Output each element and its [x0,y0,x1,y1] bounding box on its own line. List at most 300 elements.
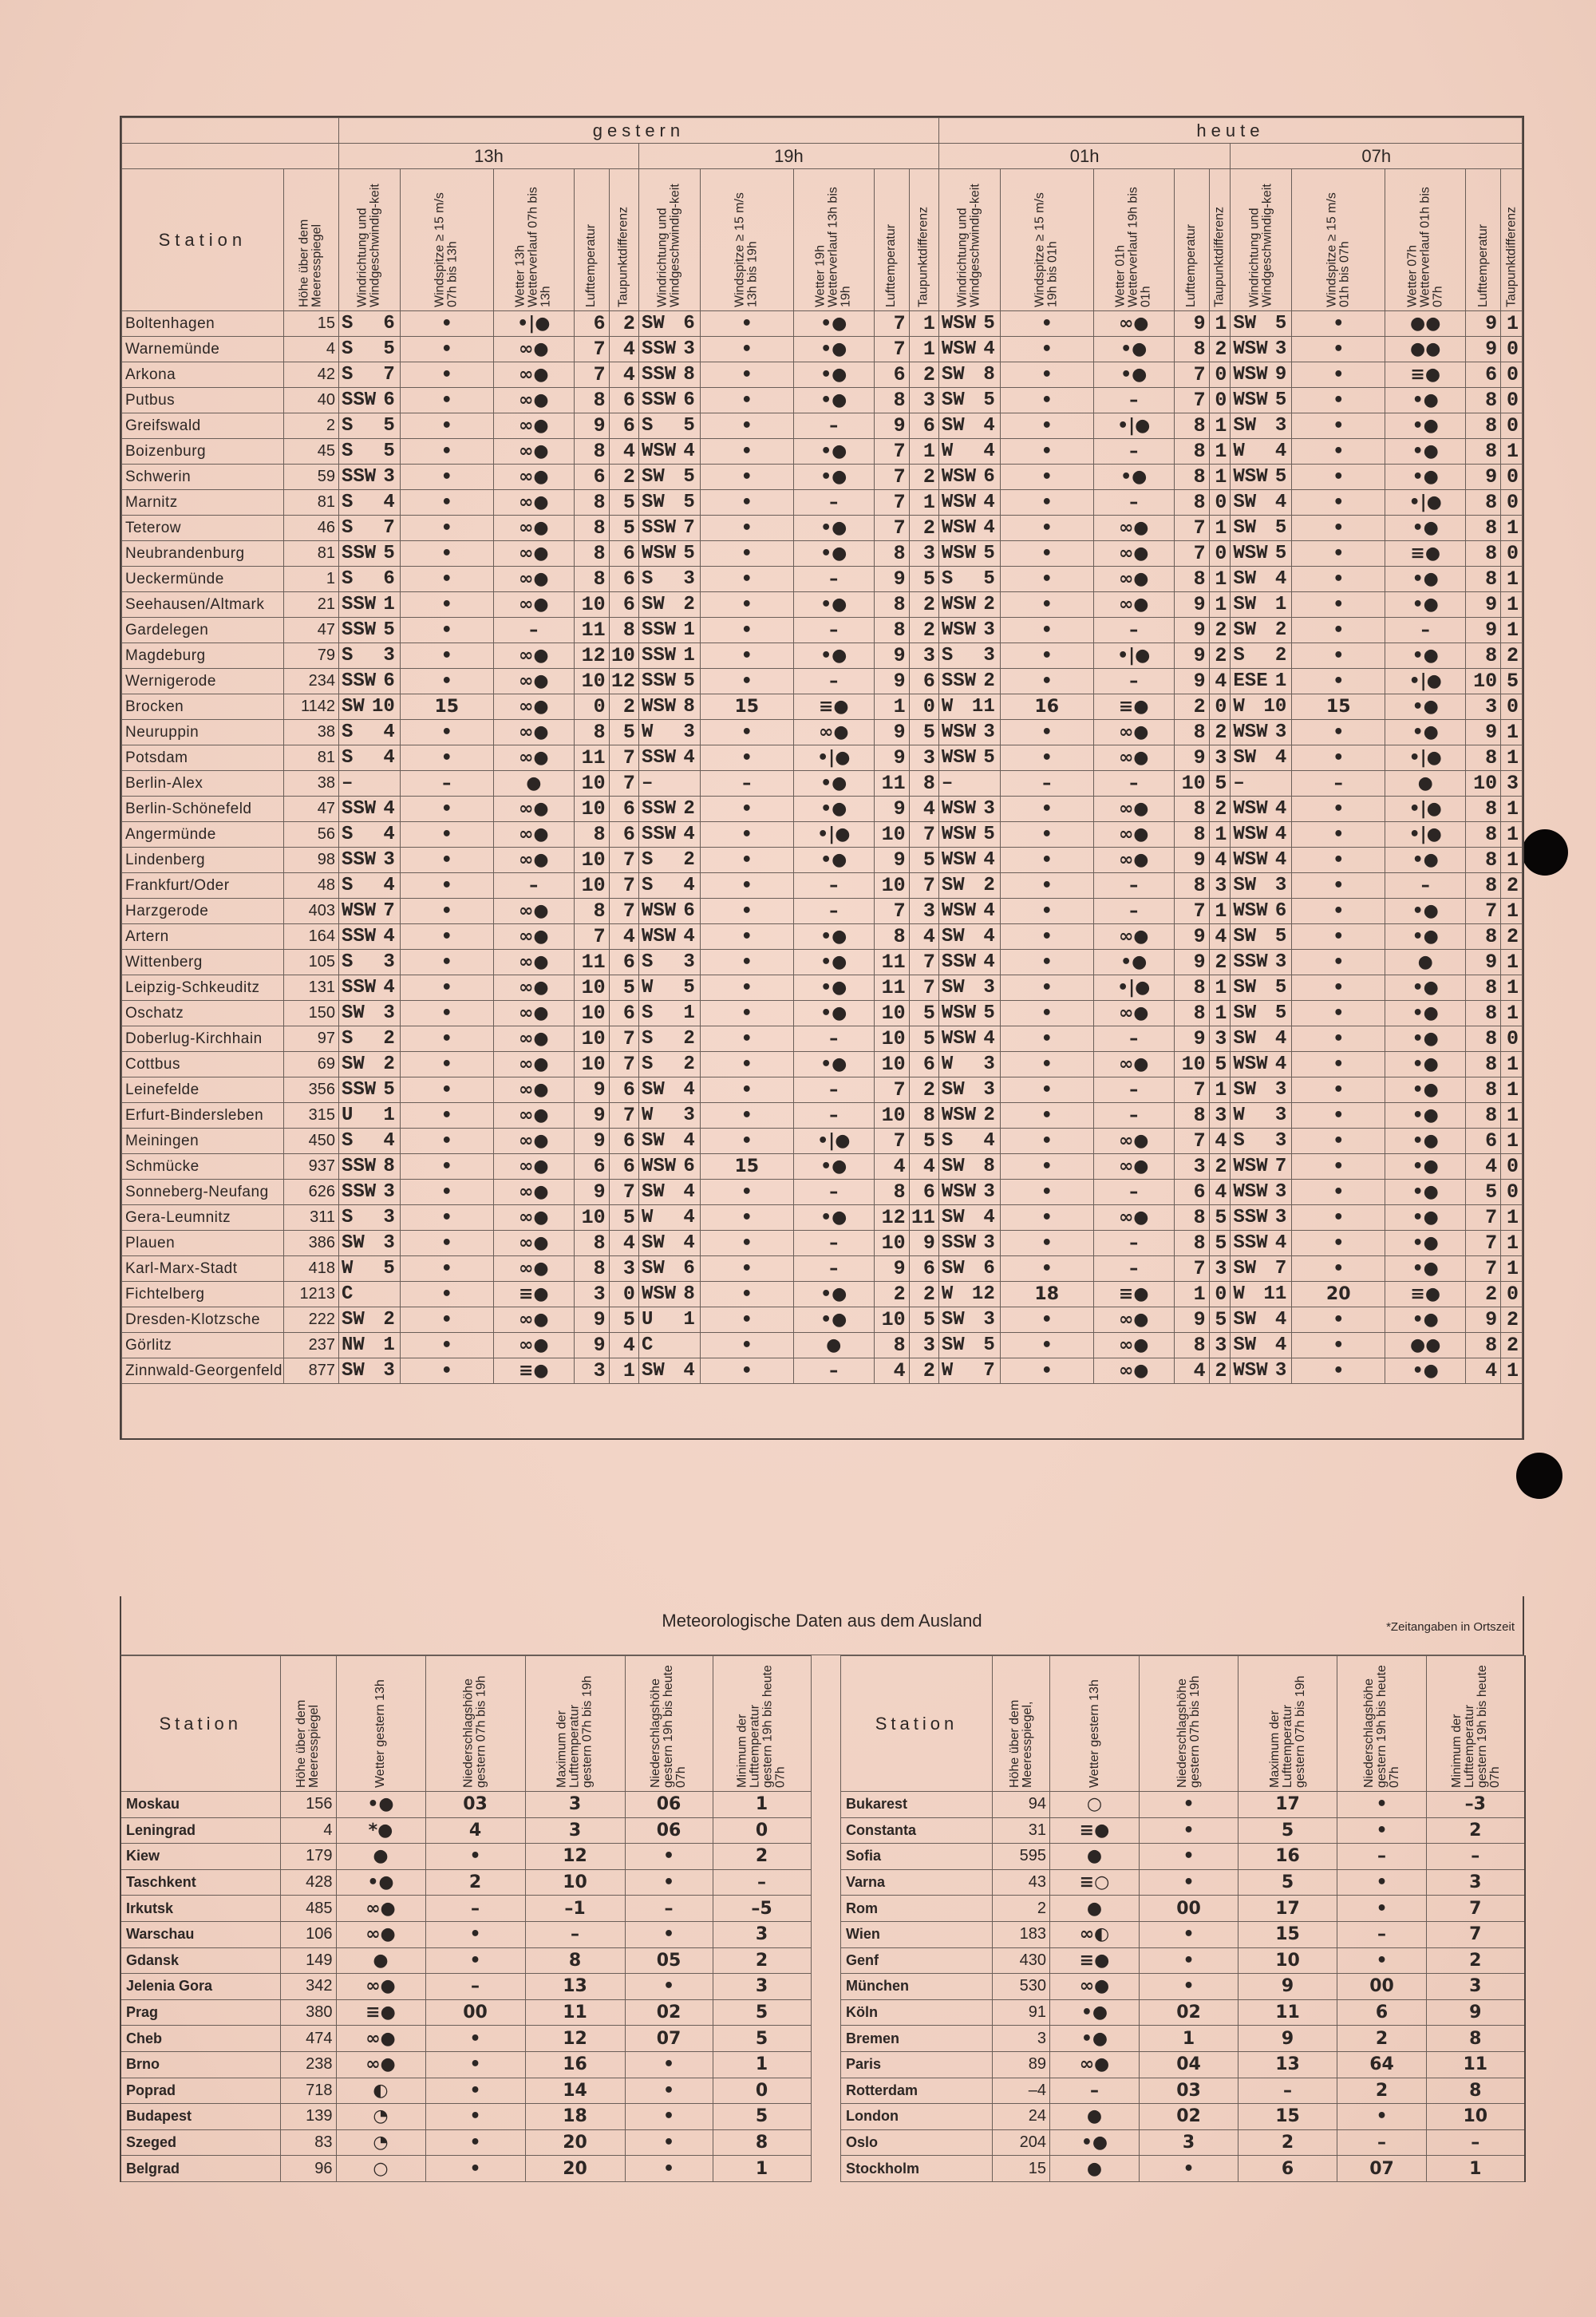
dewpoint-13: 6 [609,797,638,822]
wind-speed-19: 4 [683,1232,695,1254]
dewpoint-19: 2 [909,1358,938,1384]
weather-07: •● [1385,592,1466,618]
wind-dir-01: SW [941,1334,965,1356]
wind-speed-07: 4 [1274,1309,1287,1330]
station-height: 403 [283,899,338,924]
wind-dir-07: SW [1233,926,1257,947]
gust-07: • [1292,1026,1385,1052]
wind-speed-19: 4 [683,875,695,896]
weather-19: •● [793,1282,874,1307]
gust-01: • [1000,337,1093,362]
wind-speed-13: 5 [383,619,395,641]
wind-cell [338,643,400,669]
gust-01: 18 [1000,1282,1093,1307]
gust-07: • [1292,465,1385,490]
temp-01: 7 [1174,362,1209,388]
foreign-precip-day: 4 [425,1817,525,1844]
dewpoint-19: 3 [909,643,938,669]
wind-dir-07: SW [1233,1334,1257,1356]
temp-01: 6 [1174,1180,1209,1205]
temp-13: 10 [574,669,609,694]
wind-speed-19: 3 [683,722,695,743]
gust-19: • [700,337,793,362]
foreign-precip-day: 02 [1140,1999,1238,2026]
gust-13: • [400,413,493,439]
dewpoint-01: 1 [1209,1077,1231,1103]
dewpoint-01: 0 [1209,694,1231,720]
wind-dir-07: WSW [1233,543,1268,564]
weather-19: •● [793,1307,874,1333]
foreign-weather: •● [1050,1999,1140,2026]
temp-01: 8 [1174,439,1209,465]
station-name: Warnemünde [122,337,284,362]
wind-speed-13: 3 [383,1207,395,1228]
wind-dir-07: – [1233,773,1245,794]
foreign-weather: ● [1050,1896,1140,1922]
header-gestern: gestern [338,118,938,144]
weather-01: ∞● [1093,1205,1174,1231]
station-height: 98 [283,848,338,873]
foreign-precip-night: 64 [1337,2051,1427,2078]
foreign-min-temp: – [1427,1844,1525,1870]
gust-19: 15 [700,1154,793,1180]
foreign-station: Jelenia Gora [120,1974,280,2000]
wind-cell [338,362,400,388]
temp-13: 9 [574,1103,609,1129]
temp-19: 7 [874,337,909,362]
foreign-precip-day: • [425,2129,525,2156]
wind-cell [1231,643,1292,669]
weather-19: – [793,873,874,899]
dewpoint-01: 4 [1209,669,1231,694]
wind-cell [338,1205,400,1231]
gust-13: • [400,388,493,413]
table-row [120,2129,811,2156]
wind-cell [638,1180,700,1205]
wind-cell [638,1001,700,1026]
dewpoint-19: 5 [909,567,938,592]
wind-speed-19: 3 [683,951,695,973]
table-row [120,2078,811,2104]
temp-19: 9 [874,567,909,592]
wind-dir-07: SW [1233,875,1257,896]
weather-01: – [1093,1256,1174,1282]
wind-dir-19: WSW [641,696,677,718]
gust-01: • [1000,1256,1093,1282]
weather-01: ≡● [1093,694,1174,720]
weather-19: •● [793,924,874,950]
dewpoint-13: 4 [609,1231,638,1256]
wind-dir-19: SSW [641,517,677,539]
gust-07: • [1292,950,1385,975]
dewpoint-19: 3 [909,1333,938,1358]
wind-speed-19: 5 [683,543,695,564]
temp-19: 7 [874,899,909,924]
wind-cell [638,1231,700,1256]
foreign-max-temp: 12 [525,1844,625,1870]
wind-dir-07: SW [1233,1002,1257,1024]
foreign-station: Poprad [120,2078,280,2104]
station-height: 131 [283,975,338,1001]
table-row [122,413,1523,439]
temp-01: 1 [1174,1282,1209,1307]
wind-cell [1231,592,1292,618]
wind-speed-19: 4 [683,1130,695,1152]
gust-07: • [1292,490,1385,516]
wind-dir-19: C [641,1334,654,1356]
station-name: Schmücke [122,1154,284,1180]
wind-dir-01: WSW [941,1105,977,1126]
fcol-nied1-right: Niederschlagshöhe gestern 07h bis 19h [1140,1656,1238,1792]
dewpoint-19: 6 [909,1052,938,1077]
dewpoint-07: 2 [1501,1307,1523,1333]
dewpoint-19: 0 [909,694,938,720]
wind-cell [1231,1052,1292,1077]
gust-13: • [400,1052,493,1077]
station-name: Leipzig-Schkeuditz [122,975,284,1001]
wind-speed-13: 4 [383,926,395,947]
weather-13: ∞● [493,1205,574,1231]
temp-01: 7 [1174,1256,1209,1282]
gust-13: • [400,899,493,924]
dewpoint-13: 4 [609,924,638,950]
col-wetter-19: Wetter 19h Wetterverlauf 13h bis 19h [793,169,874,311]
gust-13: • [400,1001,493,1026]
wind-cell [938,1129,1000,1154]
wind-speed-19: 5 [683,670,695,692]
dewpoint-19: 2 [909,1077,938,1103]
gust-19: • [700,1282,793,1307]
gust-13: • [400,541,493,567]
weather-19: •● [793,362,874,388]
dewpoint-13: 7 [609,873,638,899]
wind-speed-01: 8 [983,364,995,386]
table-row [122,899,1523,924]
foreign-min-temp: 5 [713,1999,811,2026]
weather-19: – [793,1180,874,1205]
gust-01: • [1000,1307,1093,1333]
gust-07: • [1292,1180,1385,1205]
wind-dir-07: SW [1233,1028,1257,1050]
wind-cell [1231,1180,1292,1205]
wind-cell [938,771,1000,797]
foreign-height: 43 [993,1869,1050,1896]
foreign-min-temp: 0 [713,2078,811,2104]
dewpoint-13: 2 [609,694,638,720]
gust-13: • [400,1180,493,1205]
table-row [122,362,1523,388]
wind-speed-07: 4 [1274,849,1287,871]
wind-speed-01: 11 [971,696,995,718]
wind-cell [338,1129,400,1154]
station-name: Lindenberg [122,848,284,873]
foreign-max-temp: 16 [525,2051,625,2078]
header-01h: 01h [938,144,1231,169]
wind-dir-19: W [641,1207,654,1228]
temp-19: 9 [874,848,909,873]
table-row [120,1869,811,1896]
foreign-height: 89 [993,2051,1050,2078]
foreign-max-temp: 6 [1238,2156,1337,2182]
dewpoint-19: 8 [909,1103,938,1129]
temp-19: 10 [874,1001,909,1026]
wind-cell [638,899,700,924]
weather-07: •● [1385,694,1466,720]
table-row [122,694,1523,720]
weather-01: ∞● [1093,1052,1174,1077]
wind-cell [1231,1001,1292,1026]
wind-speed-07: 5 [1274,977,1287,998]
wind-cell [1231,337,1292,362]
header-heute: heute [938,118,1522,144]
gust-19: • [700,975,793,1001]
foreign-max-temp: 3 [525,1792,625,1818]
station-name: Wernigerode [122,669,284,694]
wind-speed-07: 3 [1274,415,1287,437]
temp-19: 10 [874,1026,909,1052]
foreign-max-temp: 11 [1238,1999,1337,2026]
temp-13: 8 [574,490,609,516]
temp-19: 8 [874,1333,909,1358]
wind-dir-01: W [941,441,954,462]
fcol-nied2-right: Niederschlagshöhe gestern 19h bis heute 07h [1337,1656,1427,1792]
gust-01: • [1000,975,1093,1001]
wind-cell [638,950,700,975]
foreign-table-right [840,1655,1526,2182]
temp-07: 8 [1466,490,1501,516]
temp-01: 8 [1174,1103,1209,1129]
wind-dir-01: SW [941,1309,965,1330]
temp-01: 7 [1174,1129,1209,1154]
temp-01: 9 [1174,643,1209,669]
gust-07: • [1292,439,1385,465]
weather-07: •● [1385,413,1466,439]
foreign-max-temp: 2 [1238,2129,1337,2156]
gust-07: • [1292,311,1385,337]
temp-19: 10 [874,1103,909,1129]
dewpoint-13: 4 [609,337,638,362]
gust-07: • [1292,592,1385,618]
table-row [122,1333,1523,1358]
dewpoint-13: 6 [609,1001,638,1026]
station-height: 42 [283,362,338,388]
dewpoint-01: 4 [1209,848,1231,873]
table-row [122,618,1523,643]
wind-cell [938,873,1000,899]
temp-07: 8 [1466,848,1501,873]
weather-19: – [793,899,874,924]
wind-speed-07: 4 [1274,492,1287,513]
weather-13: ∞● [493,413,574,439]
gust-07: • [1292,516,1385,541]
gust-07: • [1292,1001,1385,1026]
wind-dir-07: ESE [1233,670,1268,692]
wind-dir-01: W [941,1360,954,1382]
weather-19: – [793,1256,874,1282]
weather-01: ∞● [1093,1001,1174,1026]
foreign-station: Gdansk [120,1947,280,1974]
gust-01: • [1000,1001,1093,1026]
col-spitze-01: Windspitze ≥ 15 m/s 19h bis 01h [1000,169,1093,311]
wind-cell [338,720,400,745]
wind-dir-07: WSW [1233,849,1268,871]
temp-07: 9 [1466,465,1501,490]
gust-01: • [1000,924,1093,950]
wind-cell [1231,720,1292,745]
temp-19: 9 [874,745,909,771]
weather-19: – [793,567,874,592]
wind-dir-19: S [641,415,654,437]
temp-07: 8 [1466,439,1501,465]
temp-07: 4 [1466,1358,1501,1384]
temp-13: 9 [574,413,609,439]
foreign-station: Moskau [120,1792,280,1818]
station-name: Wittenberg [122,950,284,975]
temp-01: 9 [1174,1307,1209,1333]
wind-speed-13: 3 [383,1360,395,1382]
col-luft-13: Lufttemperatur [574,169,609,311]
dewpoint-01: 1 [1209,413,1231,439]
station-rows [122,311,1523,1384]
temp-07: 9 [1466,950,1501,975]
wind-speed-13: 5 [383,415,395,437]
wind-speed-07: 1 [1274,594,1287,615]
wind-speed-13: 7 [383,517,395,539]
wind-speed-01: 5 [983,824,995,845]
wind-cell [938,975,1000,1001]
station-observation-table [121,117,1523,1438]
weather-07: •● [1385,1256,1466,1282]
wind-dir-07: SSW [1233,1232,1268,1254]
weather-19: •● [793,311,874,337]
wind-dir-19: SSW [641,670,677,692]
station-name: Karl-Marx-Stadt [122,1256,284,1282]
dewpoint-19: 11 [909,1205,938,1231]
dewpoint-13: 7 [609,771,638,797]
wind-cell [938,924,1000,950]
foreign-min-temp: –5 [713,1896,811,1922]
weather-01: ∞● [1093,924,1174,950]
wind-dir-19: W [641,1105,654,1126]
wind-dir-13: SSW [341,594,377,615]
gust-01: • [1000,1129,1093,1154]
dewpoint-01: 2 [1209,643,1231,669]
wind-cell [638,439,700,465]
dewpoint-07: 2 [1501,1333,1523,1358]
temp-01: 8 [1174,797,1209,822]
foreign-precip-day: • [425,1921,525,1947]
table-row [122,975,1523,1001]
foreign-precip-day: • [1140,1869,1238,1896]
foreign-min-temp: 2 [713,1947,811,1974]
wind-cell [938,669,1000,694]
wind-dir-19: SSW [641,747,677,769]
weather-19: •|● [793,822,874,848]
gust-19: • [700,643,793,669]
wind-speed-13: 4 [383,824,395,845]
foreign-station: Paris [841,2051,993,2078]
gust-19: • [700,388,793,413]
station-name: Ueckermünde [122,567,284,592]
table-row [122,771,1523,797]
foreign-station: Wien [841,1921,993,1947]
table-row [122,1205,1523,1231]
table-row [122,720,1523,745]
foreign-height: 139 [280,2104,336,2130]
foreign-height: 106 [280,1921,336,1947]
temp-19: 10 [874,1231,909,1256]
wind-speed-07: 3 [1274,722,1287,743]
gust-13: • [400,1282,493,1307]
gust-01: • [1000,822,1093,848]
dewpoint-13: 6 [609,567,638,592]
weather-13: ∞● [493,362,574,388]
wind-dir-13: SSW [341,977,377,998]
temp-13: 12 [574,643,609,669]
dewpoint-13: 10 [609,643,638,669]
weather-01: ≡● [1093,1282,1174,1307]
wind-speed-19: 5 [683,415,695,437]
wind-cell [938,745,1000,771]
weather-19: •● [793,465,874,490]
dewpoint-07: 1 [1501,439,1523,465]
foreign-station-header: Station [120,1656,280,1792]
temp-07: 8 [1466,1077,1501,1103]
temp-19: 11 [874,950,909,975]
weather-07: •|● [1385,822,1466,848]
weather-01: – [1093,618,1174,643]
weather-13: ∞● [493,388,574,413]
temp-13: 11 [574,618,609,643]
dewpoint-13: 6 [609,1077,638,1103]
foreign-station: Rotterdam [841,2078,993,2104]
table-row [841,1947,1525,1974]
wind-speed-07: 3 [1274,1130,1287,1152]
temp-07: 8 [1466,1333,1501,1358]
table-row [122,745,1523,771]
wind-dir-13: S [341,875,354,896]
dewpoint-13: 5 [609,490,638,516]
temp-19: 8 [874,618,909,643]
gust-01: • [1000,745,1093,771]
temp-07: 7 [1466,899,1501,924]
temp-13: 11 [574,950,609,975]
table-row [122,924,1523,950]
temp-01: 9 [1174,924,1209,950]
dewpoint-01: 1 [1209,592,1231,618]
wind-speed-19: 2 [683,798,695,820]
weather-01: – [1093,388,1174,413]
weather-13: ∞● [493,1103,574,1129]
gust-13: • [400,490,493,516]
wind-cell [1231,950,1292,975]
wind-speed-07: 3 [1274,951,1287,973]
foreign-height: 149 [280,1947,336,1974]
table-row [841,2156,1525,2182]
wind-dir-07: WSW [1233,722,1268,743]
weather-13: ∞● [493,1231,574,1256]
weather-19: •● [793,1001,874,1026]
gust-19: • [700,669,793,694]
weather-13: ∞● [493,1256,574,1282]
foreign-max-temp: 10 [525,1869,625,1896]
temp-19: 9 [874,643,909,669]
wind-dir-19: WSW [641,441,677,462]
gust-13: • [400,1103,493,1129]
temp-19: 11 [874,975,909,1001]
weather-19: •● [793,771,874,797]
foreign-precip-night: – [1337,1921,1427,1947]
